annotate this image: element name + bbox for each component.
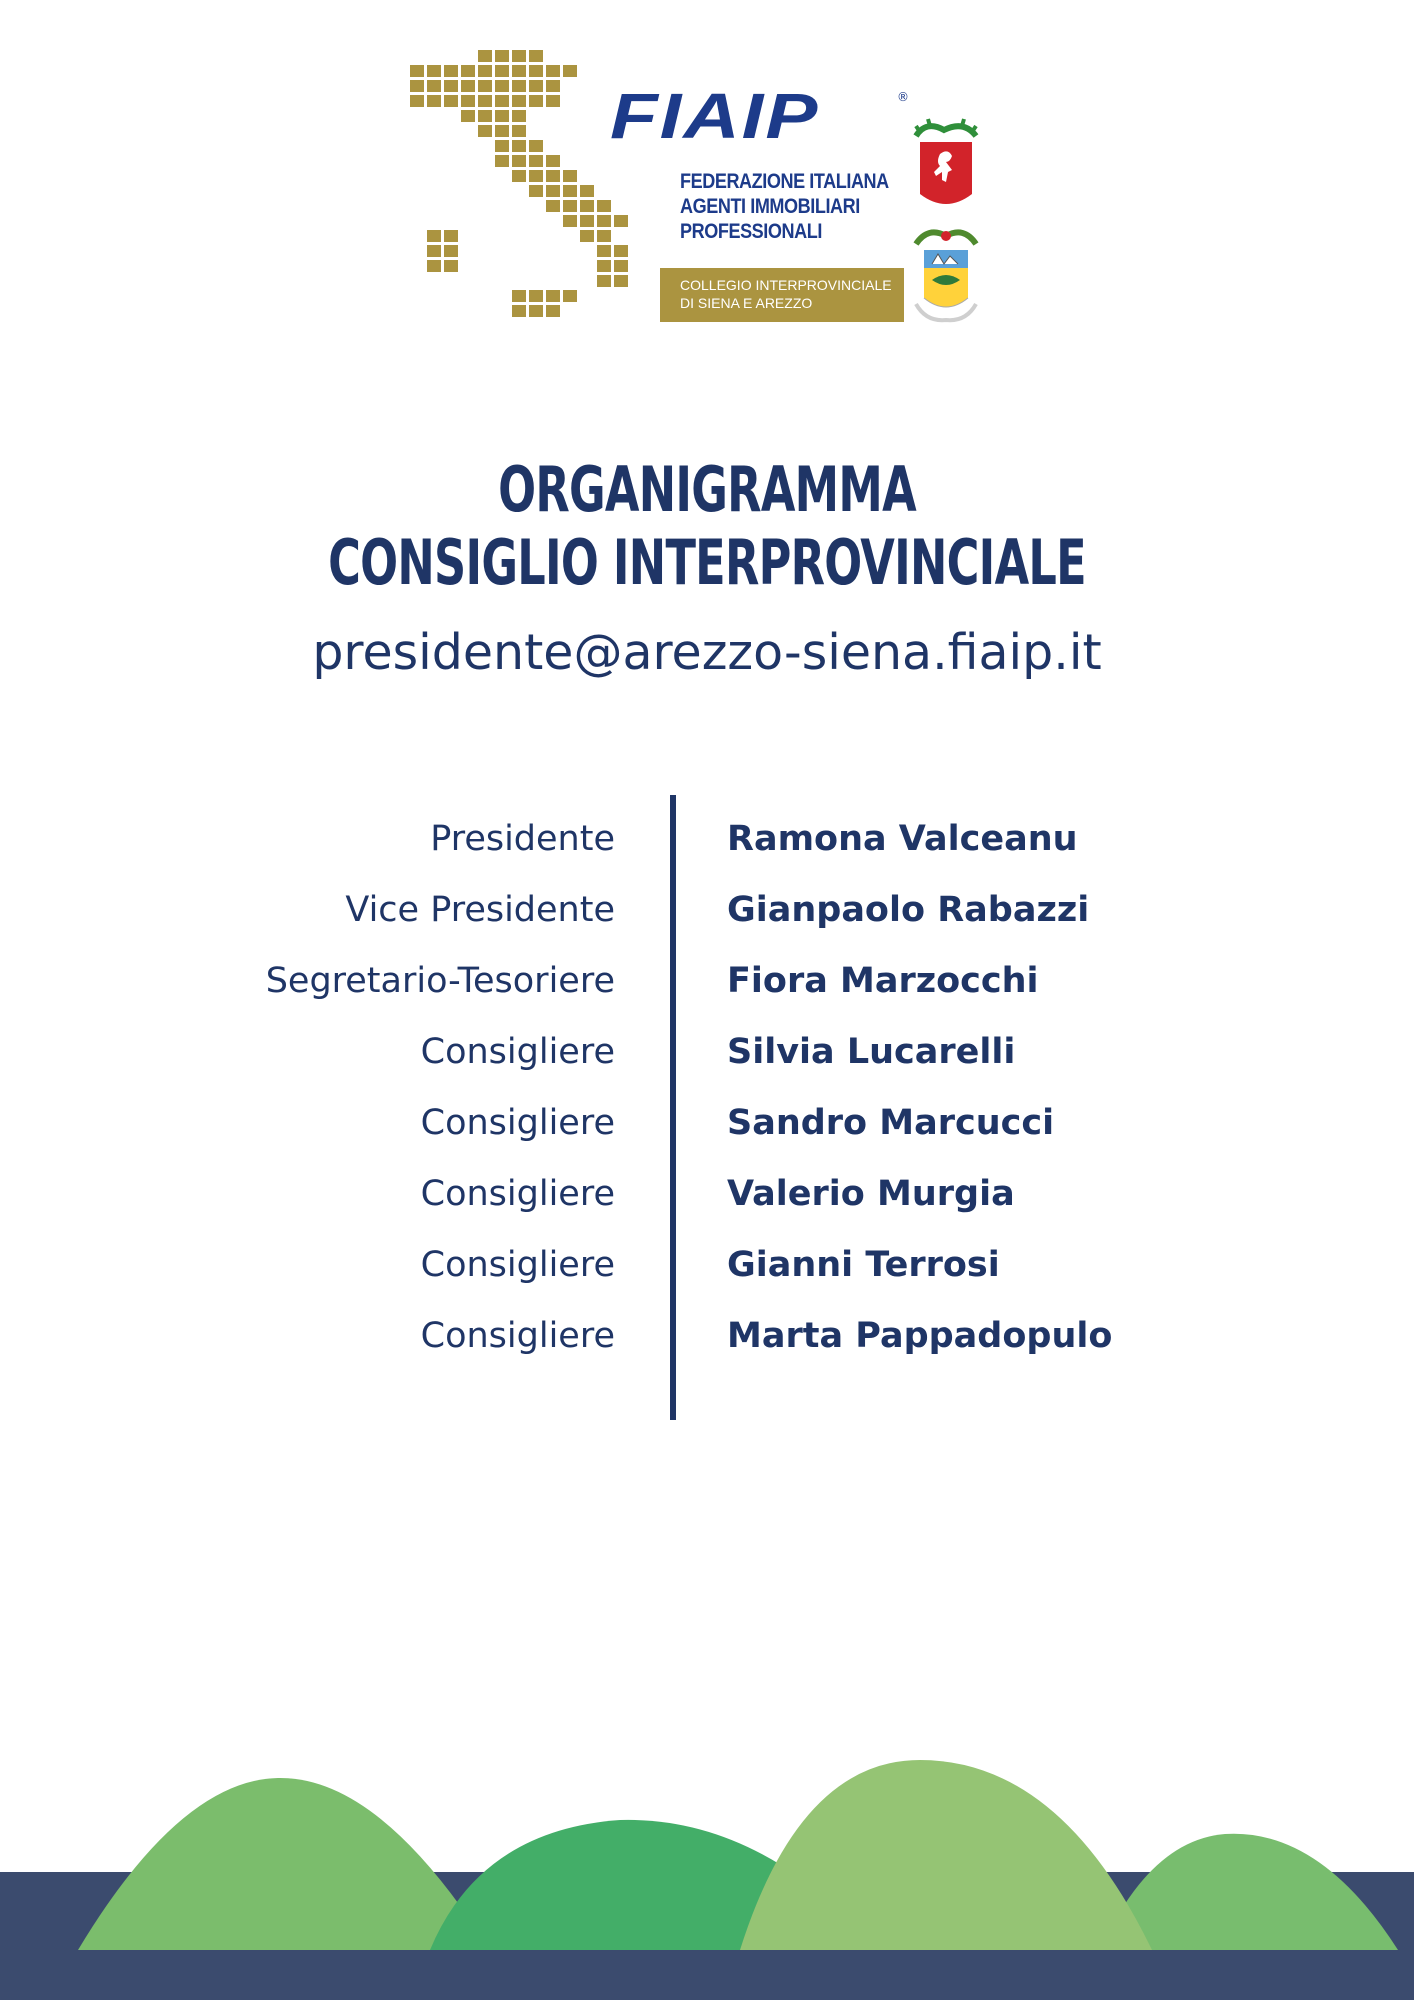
siena-crest-icon xyxy=(906,116,986,216)
member-name: Ramona Valceanu xyxy=(727,819,1078,859)
fiaip-wordmark: FIAIP xyxy=(610,79,820,153)
role-label: Segretario-Tesoriere xyxy=(265,961,615,1001)
arezzo-crest-icon xyxy=(906,224,986,334)
roles-column xyxy=(100,808,615,1376)
collegio-badge xyxy=(660,268,904,322)
column-divider xyxy=(670,795,676,1420)
page-title: ORGANIGRAMMA xyxy=(498,453,916,526)
role-label: Consigliere xyxy=(420,1174,615,1214)
registered-mark: ® xyxy=(897,90,909,104)
role-label: Consigliere xyxy=(420,1316,615,1356)
role-label: Vice Presidente xyxy=(345,890,615,930)
collegio-line-2: DI SIENA E AREZZO xyxy=(680,295,813,311)
page-subtitle: CONSIGLIO INTERPROVINCIALE xyxy=(328,526,1086,599)
contact-email[interactable]: presidente@arezzo-siena.fiaip.it xyxy=(312,624,1102,681)
names-column xyxy=(727,808,1347,1376)
federation-name-line-1: FEDERAZIONE ITALIANA xyxy=(680,170,889,193)
role-label: Consigliere xyxy=(420,1032,615,1072)
hill-4 xyxy=(740,1760,1152,1950)
member-name: Marta Pappadopulo xyxy=(727,1316,1113,1356)
collegio-line-1: COLLEGIO INTERPROVINCIALE xyxy=(680,277,892,293)
member-name: Sandro Marcucci xyxy=(727,1103,1055,1143)
federation-name-line-3: PROFESSIONALI xyxy=(680,220,822,243)
federation-name-line-2: AGENTI IMMOBILIARI xyxy=(680,195,860,218)
member-name: Gianpaolo Rabazzi xyxy=(727,890,1090,930)
member-name: Valerio Murgia xyxy=(727,1174,1015,1214)
member-name: Gianni Terrosi xyxy=(727,1245,1000,1285)
fiaip-logo xyxy=(410,40,1010,330)
role-label: Consigliere xyxy=(420,1245,615,1285)
member-name: Silvia Lucarelli xyxy=(727,1032,1016,1072)
role-label: Consigliere xyxy=(420,1103,615,1143)
footer-hills-decoration xyxy=(0,1740,1414,2000)
member-name: Fiora Marzocchi xyxy=(727,961,1039,1001)
role-label: Presidente xyxy=(430,819,615,859)
hill-1 xyxy=(78,1778,490,1950)
